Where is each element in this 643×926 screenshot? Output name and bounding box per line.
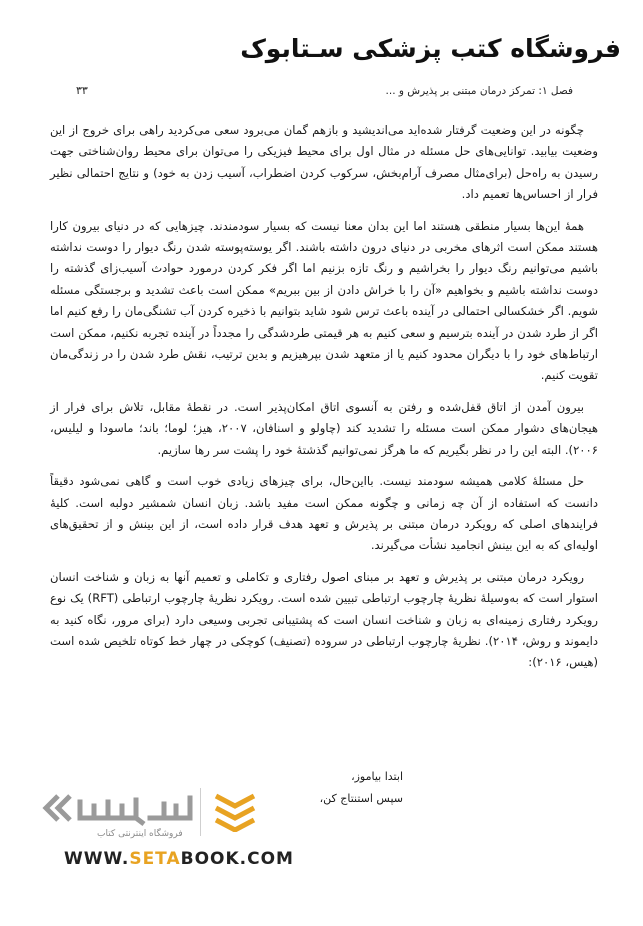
paragraph: رویکرد درمان مبتنی بر پذیرش و تعهد بر مبنای اصول رفتاری و تکاملی و تعمیم آنها به زبان و شناخت انسان استوار است که به‌وسیلهٔ نظریهٔ چارچوب ارتباطی تبیین شده است. رویکرد نظریهٔ چارچوب ارتباطی (RFT) یک نوع رویکرد رفتاری زمینه‌ای به زبان و شناخت انسان است که پشتیبانی تجربی وسیعی دارد (برای مرور، نگاه کنید به دایموند و روش، ۲۰۱۴). نظریهٔ چارچوب ارتباطی در سروده (تصنیف) کوچکی در چهار خط کوتاه تلخیص شده است (هیس، ۲۰۱۶): (50, 569, 598, 670)
paragraph: همهٔ این‌ها بسیار منطقی هستند اما این بدان معنا نیست که بسیار سودمندند. چیزهایی که در دنیای بیرون کارا هستند ممکن است اثرهای مخربی در دنیای درون داشته باشند. اگر یوسته‌پوسته شدن رنگ دیوار را دوست نداشته باشیم می‌توانیم رنگ دیوار را بخراشیم و رنگ تازه بزنیم اما اگر فکر کردن درمورد حوادث آسیب‌زای گذشته را دوست نداشته باشیم و بخواهیم «آن را با خراش دادن از بین ببریم» ممکن است باعث تشدید و برجستگی مسئله شویم. اگر خشکسالی احتمالی در آینده باعث ترس شود شاید بتوانیم با ذخیره کردن آب تشنگی‌مان را رفع کنیم اما اگر از طرد شدن در آینده بترسیم و سعی کنیم به هر قیمتی طردشدگی را مجدداً در آینده تجربه نکنیم، ممکن است ارتباط‌های خود را با دیگران محدود کنیم یا از متعهد شدن بپرهیزیم و بدین ترتیب، نقش طرد شدن را در زندگی‌مان تقویت کنیم. (50, 218, 598, 383)
website-url (64, 849, 294, 869)
paragraph: حل مسئلهٔ کلامی همیشه سودمند نیست. بااین‌حال، برای چیزهای زیادی خوب است و گاهی نمی‌شود دقیقاً دانست که استفاده از آن چه زمانی و چگونه ممکن است مفید باشد. زبان انسان شمشیر دولبه است. کلیهٔ فرایندهای اصلی که رویکرد درمان مبتنی بر پذیرش و تعهد هدف قرار داده است، از این بینش و از تحقیق‌های اولیه‌ای که به این بینش انجامید نشأت می‌گیرند. (50, 474, 598, 553)
website-url-prefix: WWW. (64, 849, 130, 869)
running-head (386, 85, 573, 97)
logo-divider (200, 788, 201, 836)
chapter-title: فصل ۱: تمرکز درمان مبتنی بر پذیرش و ... (385, 85, 573, 97)
website-url-suffix: BOOK.COM (180, 849, 294, 869)
paragraph: بیرون آمدن از اتاق قفل‌شده و رفتن به آنسوی اتاق امکان‌پذیر است. در نقطهٔ مقابل، تلاش برای فرار از هیجان‌های دشوار ممکن است مسئله را تشدید کند (چاولو و اسنافان، ۲۰۰۷، هیز؛ لوما؛ باند؛ ماسودا و لیلیس، ۲۰۰۶). البته این را در نظر بگیریم که ما هرگز نمی‌توانیم گذشتهٔ خود را پشت سر رها سازیم. (50, 399, 598, 457)
website-url-mid: SETA (129, 849, 181, 869)
body-text (50, 120, 598, 684)
book-mark-icon (210, 788, 260, 832)
page-number: ۳۳ (76, 84, 88, 97)
paragraph: چگونه در این وضعیت گرفتار شده‌اید می‌اندیشید و بازهم گمان می‌برود سعی می‌کردید راهی برای خروج از این وضعیت بیابید. توانایی‌های حل مسئله در مثال اول برای محیط فیزیکی را می‌توان برای محیط روان‌شناختی جهت رسیدن به راه‌حل (برای‌مثال مصرف آرام‌بخش، سرکوب کردن اضطراب، آسیب زدن به خود) و نتایج احتمالی نظیر فرار از احساس‌ها تعمیم داد. (50, 123, 598, 202)
verse-line: سپس استنتاج کن، (319, 792, 403, 805)
store-title: فروشگاه کتب پزشکی سـتابوک (240, 34, 621, 63)
logo-tagline: فروشگاه اینترنتی کتاب (97, 829, 183, 839)
verse (283, 766, 403, 810)
verse-line: ابتدا بیاموز، (351, 770, 403, 783)
